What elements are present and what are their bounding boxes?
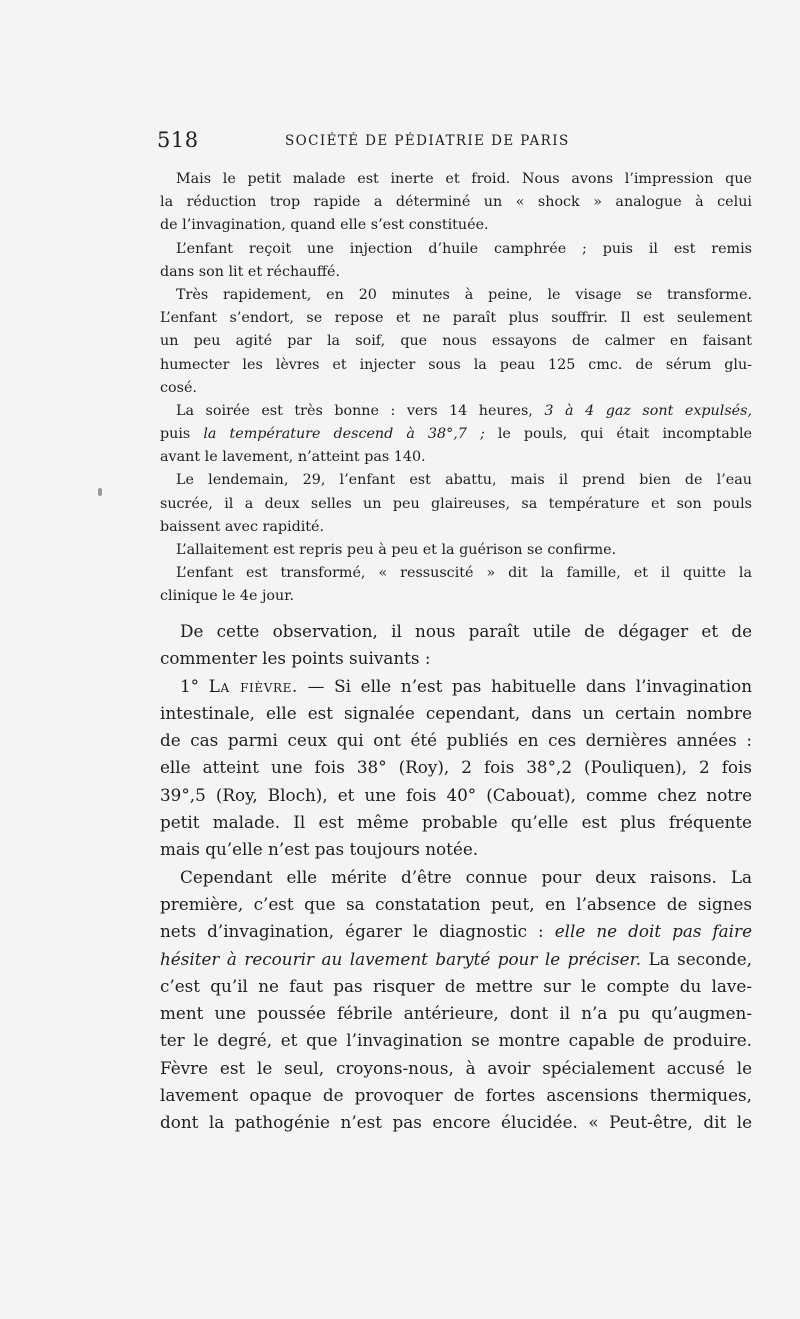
text-run: — Si elle n’est pas habituelle dans l’invagination — [307, 675, 752, 696]
discussion-block — [160, 618, 752, 1137]
text-line: Le lendemain, 29, l’enfant est abattu, mais il prend bien de l’eau — [176, 472, 752, 489]
text-line: un peu agité par la soif, que nous essayons de calmer en faisant — [160, 333, 752, 350]
text-line — [160, 400, 752, 423]
text-line: de cas parmi ceux qui ont été publiés en ces dernières années : — [160, 730, 752, 751]
observation-block — [160, 168, 752, 609]
text-line: première, c’est que sa constatation peut, en l’absence de signes — [160, 893, 752, 914]
italic-run: la température descend à 38°,7 ; — [203, 426, 485, 443]
text-line: sucrée, il a deux selles un peu glaireuses, sa température et son pouls — [160, 495, 752, 512]
text-line: L’enfant est transformé, « ressuscité » dit la famille, et il quitte la — [176, 565, 752, 582]
text-line: la réduction trop rapide a déterminé un « shock » analogue à celui — [160, 194, 752, 211]
text-line: 39°,5 (Roy, Bloch), et une fois 40° (Cabouat), comme chez notre — [160, 784, 752, 805]
text-line: Fèvre est le seul, croyons-nous, à avoir spécialement accusé le — [160, 1057, 752, 1078]
text-line: cosé. — [160, 379, 197, 396]
text-line: baissent avec rapidité. — [160, 518, 325, 535]
text-run: La seconde, — [648, 948, 752, 969]
text-line: L’enfant s’endort, se repose et ne paraît plus souffrir. Il est seulement — [160, 310, 752, 327]
italic-run: elle ne doit pas faire — [554, 921, 752, 942]
scan-mark — [98, 488, 102, 496]
text-line: dans son lit et réchauffé. — [160, 263, 341, 280]
section-heading-line — [160, 673, 752, 700]
running-title: SOCIÉTÉ DE PÉDIATRIE DE PARIS — [285, 133, 570, 149]
text-run: nets d’invagination, égarer le diagnostic : — [160, 921, 544, 942]
text-line — [160, 946, 752, 973]
italic-run: 3 à 4 gaz sont expulsés, — [544, 402, 752, 419]
text-line — [160, 918, 752, 945]
text-line: Mais le petit malade est inerte et froid. Nous avons l’impression que — [176, 171, 752, 187]
text-line — [160, 423, 752, 446]
text-line: c’est qu’il ne faut pas risquer de mettre sur le compte du lave- — [160, 975, 752, 996]
section-heading: La fièvre. — [208, 675, 298, 696]
text-line: lavement opaque de provoquer de fortes ascensions thermiques, — [160, 1085, 752, 1106]
text-line: avant le lavement, n’atteint pas 140. — [160, 449, 426, 466]
text-line: dont la pathogénie n’est pas encore élucidée. « Peut-être, dit le — [160, 1112, 752, 1133]
text-line: commenter les points suivants : — [160, 648, 431, 669]
text-line: de l’invagination, quand elle s’est constituée. — [160, 217, 489, 234]
text-run: La soirée est très bonne : vers 14 heures, — [176, 402, 533, 419]
text-line: L’enfant reçoit une injection d’huile camphrée ; puis il est remis — [176, 240, 752, 257]
text-line: ter le degré, et que l’invagination se montre capable de produire. — [160, 1030, 752, 1051]
text-line: elle atteint une fois 38° (Roy), 2 fois 38°,2 (Pouliquen), 2 fois — [160, 757, 752, 778]
text-line: Cependant elle mérite d’être connue pour deux raisons. La — [180, 866, 752, 887]
text-line: ment une poussée fébrile antérieure, dont il n’a pu qu’augmen- — [160, 1003, 752, 1024]
text-line: clinique le 4e jour. — [160, 588, 295, 605]
text-run: puis — [160, 426, 191, 443]
section-number: 1° — [180, 675, 200, 696]
text-run: le pouls, qui était incomptable — [497, 426, 752, 443]
italic-run: hésiter à recourir au lavement baryté pour le préciser. — [160, 948, 642, 969]
page-number: 518 — [157, 128, 199, 152]
text-line: intestinale, elle est signalée cependant, dans un certain nombre — [160, 702, 752, 723]
text-line: Très rapidement, en 20 minutes à peine, le visage se transforme. — [176, 286, 752, 303]
page-header — [157, 128, 747, 158]
text-line: De cette observation, il nous paraît utile de dégager et de — [180, 621, 752, 641]
text-line: L’allaitement est repris peu à peu et la guérison se confirme. — [176, 542, 617, 558]
text-line: mais qu’elle n’est pas toujours notée. — [160, 839, 479, 860]
text-line: petit malade. Il est même probable qu’elle est plus fréquente — [160, 812, 752, 833]
text-line: humecter les lèvres et injecter sous la peau 125 cmc. de sérum glu- — [160, 356, 752, 373]
